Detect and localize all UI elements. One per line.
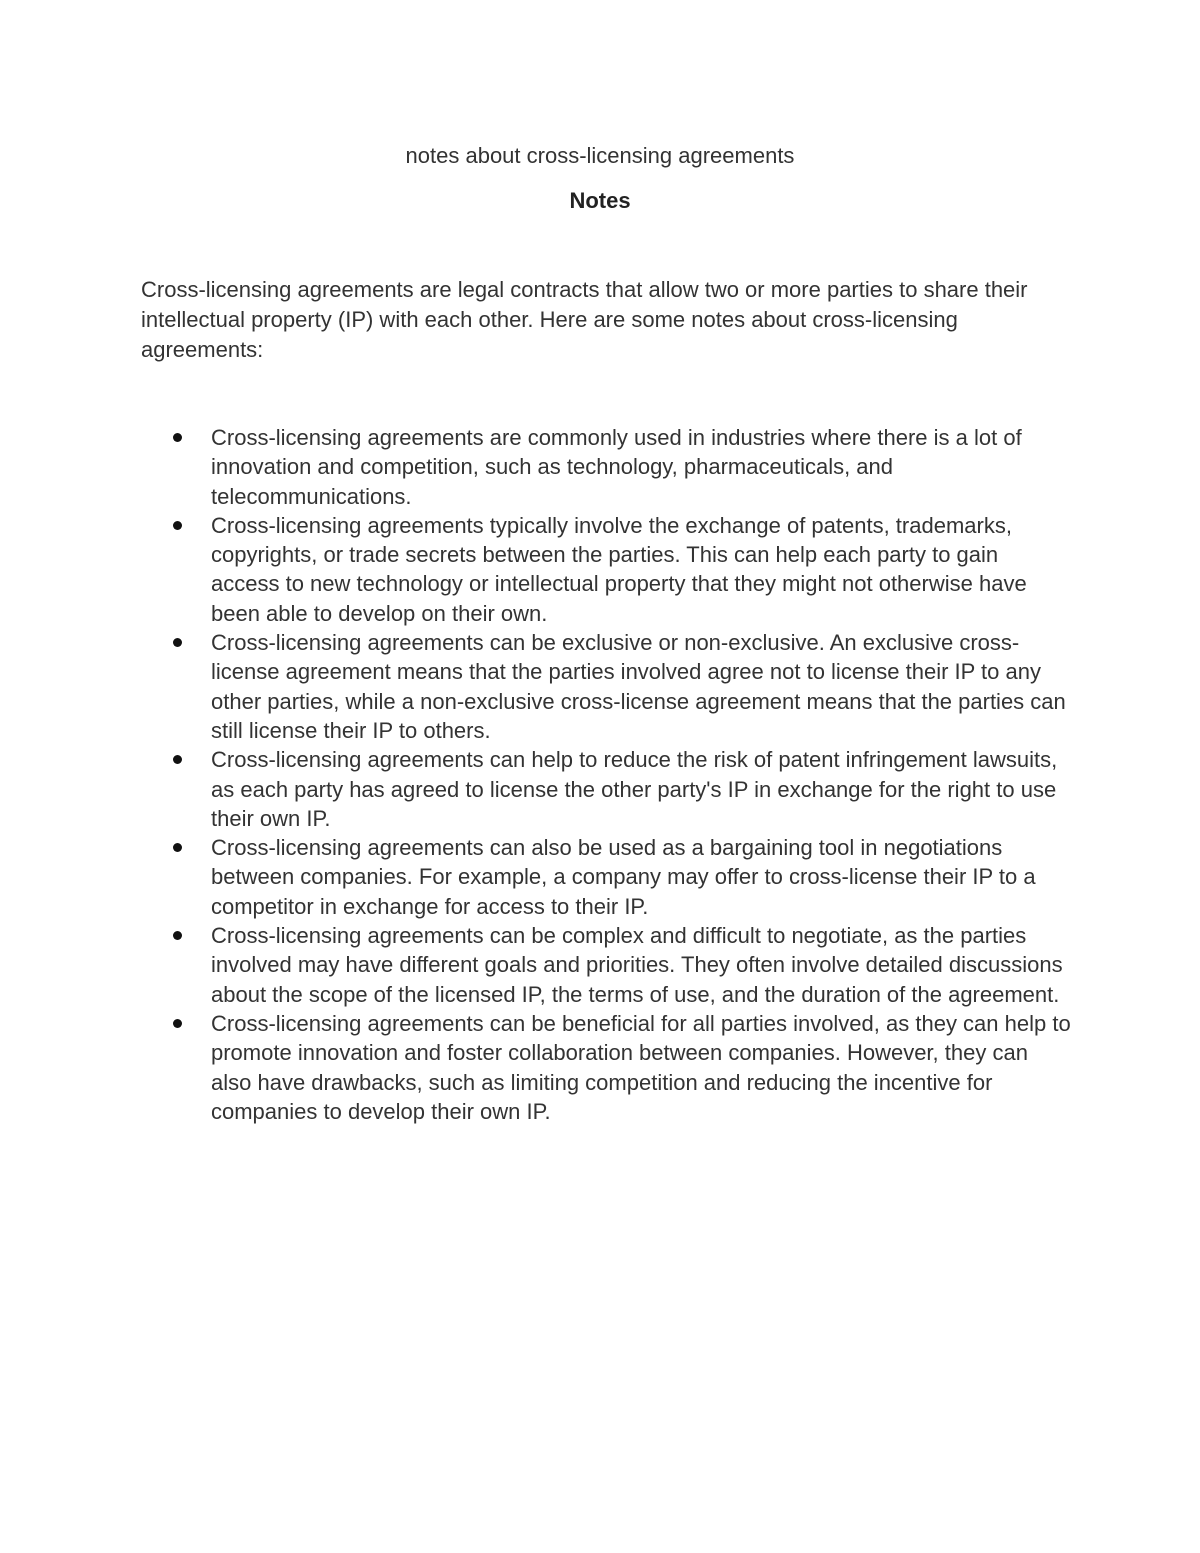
bullet-icon (173, 931, 182, 940)
list-item (211, 1009, 1071, 1126)
document-title: notes about cross-licensing agreements (405, 143, 795, 168)
list-item-text: Cross-licensing agreements can be complex and difficult to negotiate, as the parties involved may have different goals and priorities. They often involve detailed discussions about the scope of the licensed IP, the terms of use, and the duration of the agreement. (211, 923, 1063, 1007)
list-item-text: Cross-licensing agreements can be beneficial for all parties involved, as they can help to promote innovation and foster collaboration between companies. However, they can also have drawbacks, such as limiting competition and reducing the incentive for companies to develop their own IP. (211, 1010, 1071, 1124)
bullet-icon (173, 843, 182, 852)
list-item-text: Cross-licensing agreements can also be used as a bargaining tool in negotiations between companies. For example, a company may offer to cross-license their IP to a competitor in exchange for access to their IP. (211, 835, 1036, 919)
notes-list (211, 423, 1071, 1126)
bullet-icon (173, 638, 182, 647)
bullet-icon (173, 433, 182, 442)
list-item-text: Cross-licensing agreements can be exclusive or non-exclusive. An exclusive cross-license agreement means that the parties involved agree not to license their IP to any other parties, while a non-exclusive cross-license agreement means that the parties can still license their IP to others. (211, 630, 1066, 743)
bullet-icon (173, 755, 182, 764)
list-item-text: Cross-licensing agreements typically involve the exchange of patents, trademarks, copyrights, or trade secrets between the parties. This can help each party to gain access to new technology or intellectual property that they might not otherwise have been able to develop on their own. (211, 512, 1027, 626)
list-item (211, 745, 1071, 833)
document-heading: Notes (569, 188, 631, 213)
list-item (211, 921, 1071, 1009)
intro-paragraph: Cross-licensing agreements are legal contracts that allow two or more parties to share their intellectual property (IP) with each other. Here are some notes about cross-licensing agreements: (141, 277, 1028, 362)
list-item (211, 833, 1071, 921)
list-item-text: Cross-licensing agreements can help to reduce the risk of patent infringement lawsuits, as each party has agreed to license the other party's IP in exchange for the right to use their own IP. (211, 747, 1058, 831)
bullet-icon (173, 521, 182, 530)
list-item (211, 628, 1071, 745)
bullet-icon (173, 1019, 182, 1028)
list-item-text: Cross-licensing agreements are commonly used in industries where there is a lot of innovation and competition, such as technology, pharmaceuticals, and telecommunications. (211, 425, 1022, 509)
list-item (211, 511, 1071, 628)
list-item (211, 423, 1071, 511)
